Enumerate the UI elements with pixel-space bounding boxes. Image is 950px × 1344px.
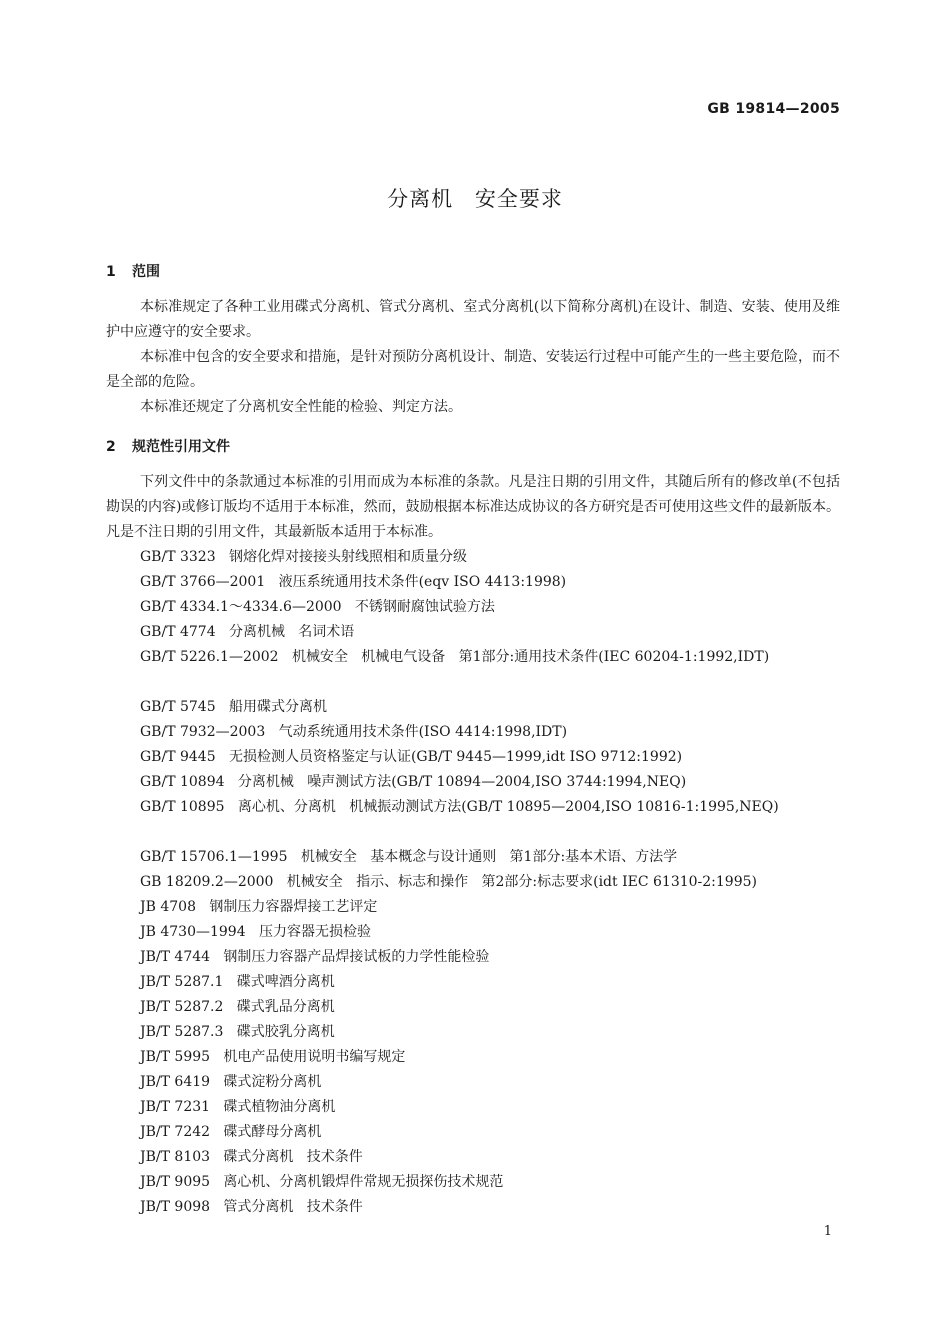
scope-paragraph-3: 本标准还规定了分离机安全性能的检验、判定方法。 [140,399,462,415]
section-1-heading [106,261,160,281]
reference-item: GB/T 10895 离心机、分离机 机械振动测试方法(GB/T 10895—2004,ISO 10816-1:1995,NEQ) [140,799,779,815]
reference-item: JB/T 8103 碟式分离机 技术条件 [140,1149,363,1165]
normative-references-intro: 下列文件中的条款通过本标准的引用而成为本标准的条款。凡是注日期的引用文件，其随后所有的修改单(不包括勘误的内容)或修订版均不适用于本标准，然而，鼓励根据本标准达成协议的各方研究是否可使用这些文件的最新版本。凡是不注日期的引用文件，其最新版本适用于本标准。 [106,474,840,540]
reference-item: GB/T 15706.1—1995 机械安全 基本概念与设计通则 第1部分:基本术语、方法学 [140,849,678,865]
reference-item: GB/T 3323 钢熔化焊对接接头射线照相和质量分级 [140,549,467,565]
reference-item: GB/T 3766—2001 液压系统通用技术条件(eqv ISO 4413:1998) [140,574,567,590]
reference-item: GB 18209.2—2000 机械安全 指示、标志和操作 第2部分:标志要求(idt IEC 61310-2:1995) [140,874,757,890]
section-2-heading [106,436,230,456]
reference-item: JB/T 7242 碟式酵母分离机 [140,1124,322,1140]
page-number: 1 [823,1224,832,1239]
reference-item: GB/T 10894 分离机械 噪声测试方法(GB/T 10894—2004,ISO 3744:1994,NEQ) [140,774,687,790]
section-number: 2 [106,439,116,455]
reference-item: JB 4708 钢制压力容器焊接工艺评定 [140,899,378,915]
reference-item: GB/T 5745 船用碟式分离机 [140,699,327,715]
reference-item: JB/T 5287.1 碟式啤酒分离机 [140,974,335,990]
reference-item: JB/T 7231 碟式植物油分离机 [140,1099,336,1115]
section-title: 规范性引用文件 [132,439,230,455]
reference-item: JB 4730—1994 压力容器无损检验 [140,924,371,940]
reference-item: GB/T 9445 无损检测人员资格鉴定与认证(GB/T 9445—1999,idt ISO 9712:1992) [140,749,683,765]
reference-item: JB/T 6419 碟式淀粉分离机 [140,1074,322,1090]
reference-item: JB/T 5995 机电产品使用说明书编写规定 [140,1049,406,1065]
scope-paragraph-1: 本标准规定了各种工业用碟式分离机、管式分离机、室式分离机(以下简称分离机)在设计、制造、安装、使用及维护中应遵守的安全要求。 [106,299,840,340]
reference-item: JB/T 9098 管式分离机 技术条件 [140,1199,363,1215]
reference-item: JB/T 5287.2 碟式乳品分离机 [140,999,335,1015]
standard-code: GB 19814—2005 [707,101,840,117]
section-number: 1 [106,264,116,280]
reference-item: GB/T 4334.1～4334.6—2000 不锈钢耐腐蚀试验方法 [140,599,495,615]
reference-item: GB/T 5226.1—2002 机械安全 机械电气设备 第1部分:通用技术条件(IEC 60204-1:1992,IDT) [140,649,770,665]
reference-item: JB/T 5287.3 碟式胶乳分离机 [140,1024,335,1040]
reference-item: GB/T 4774 分离机械 名词术语 [140,624,355,640]
reference-item: GB/T 7932—2003 气动系统通用技术条件(ISO 4414:1998,IDT) [140,724,568,740]
scope-paragraph-2: 本标准中包含的安全要求和措施，是针对预防分离机设计、制造、安装运行过程中可能产生的一些主要危险，而不是全部的危险。 [106,349,840,390]
reference-item: JB/T 9095 离心机、分离机锻焊件常规无损探伤技术规范 [140,1174,504,1190]
document-title: 分离机 安全要求 [387,187,563,211]
section-title: 范围 [132,264,160,280]
reference-item: JB/T 4744 钢制压力容器产品焊接试板的力学性能检验 [140,949,490,965]
